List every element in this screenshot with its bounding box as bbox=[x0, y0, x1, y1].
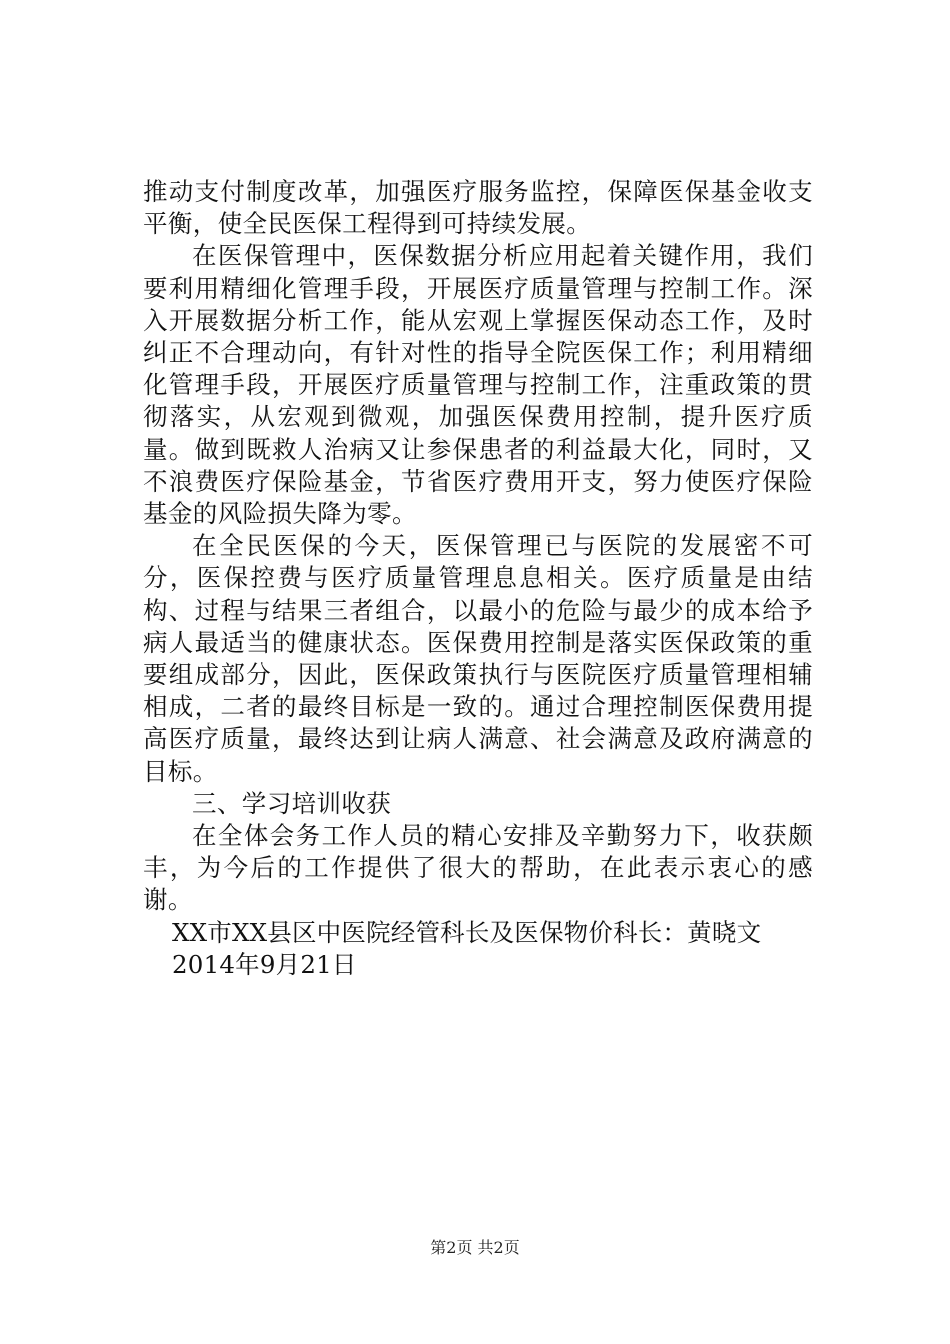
section-heading-training-gains: 三、学习培训收获 bbox=[192, 788, 392, 818]
document-body bbox=[143, 176, 813, 981]
date-line: 2014年9月21日 bbox=[172, 949, 357, 979]
paragraph-continuation: 推动支付制度改革，加强医疗服务监控，保障医保基金收支平衡，使全民医保工程得到可持续发展。 bbox=[143, 177, 813, 239]
page-number-label: 第2页 共2页 bbox=[430, 1238, 520, 1257]
paragraph-thanks: 在全体会务工作人员的精心安排及辛勤努力下，收获颇丰，为今后的工作提供了很大的帮助，在此表示衷心的感谢。 bbox=[143, 821, 813, 915]
signature-line: XX市XX县区中医院经管科长及医保物价科长：黄晓文 bbox=[172, 917, 762, 947]
paragraph-data-analysis: 在医保管理中，医保数据分析应用起着关键作用，我们要利用精细化管理手段，开展医疗质量管理与控制工作。深入开展数据分析工作，能从宏观上掌握医保动态工作，及时纠正不合理动向，有针对性的指导全院医保工作；利用精细化管理手段，开展医疗质量管理与控制工作，注重政策的贯彻落实，从宏观到微观，加强医保费用控制，提升医疗质量。做到既救人治病又让参保患者的利益最大化，同时，又不浪费医疗保险基金，节省医疗费用开支，努力使医疗保险基金的风险损失降为零。 bbox=[143, 241, 813, 529]
page-footer bbox=[0, 1238, 950, 1258]
paragraph-quality-management: 在全民医保的今天，医保管理已与医院的发展密不可分，医保控费与医疗质量管理息息相关。医疗质量是由结构、过程与结果三者组合，以最小的危险与最少的成本给予病人最适当的健康状态。医保费用控制是落实医保政策的重要组成部分，因此，医保政策执行与医院医疗质量管理相辅相成，二者的最终目标是一致的。通过合理控制医保费用提高医疗质量，最终达到让病人满意、社会满意及政府满意的目标。 bbox=[143, 531, 813, 786]
